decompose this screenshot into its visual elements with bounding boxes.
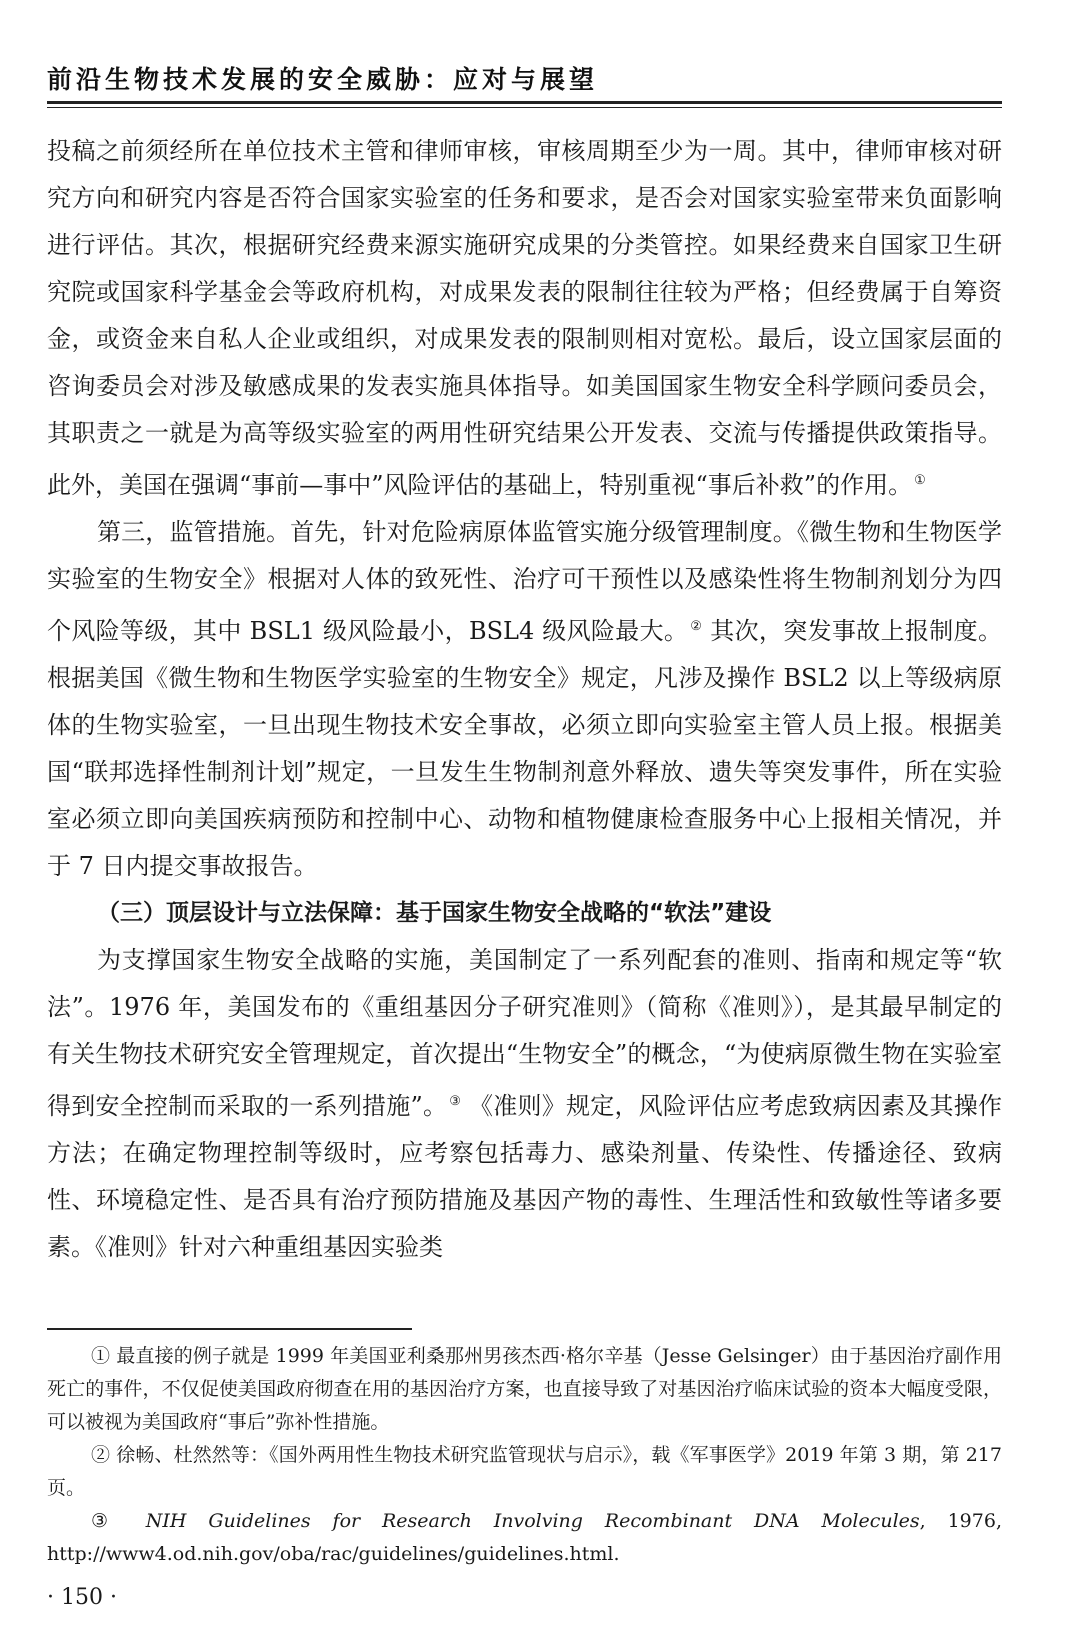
- header-rule-thin: [47, 107, 1002, 108]
- section-subheading: （三）顶层设计与立法保障：基于国家生物安全战略的“软法”建设: [97, 900, 772, 926]
- paragraph-1-text: 投稿之前须经所在单位技术主管和律师审核，审核周期至少为一周。其中，律师审核对研究方向和研究内容是否符合国家实验室的任务和要求，是否会对国家实验室带来负面影响进行评估。其次，根据研究经费来源实施研究成果的分类管控。如果经费来自国家卫生研究院或国家科学基金会等政府机构，对成果发表的限制往往较为严格；但经费属于自筹资金，或资金来自私人企业或组织，对成果发表的限制则相对宽松。最后，设立国家层面的咨询委员会对涉及敏感成果的发表实施具体指导。如美国国家生物安全科学顾问委员会，其职责之一就是为高等级实验室的两用性研究结果公开发表、交流与传播提供政策指导。此外，美国在强调“事前—事中”风险评估的基础上，特别重视“事后补救”的作用。: [47, 137, 1002, 499]
- paragraph-3-text-a: 为支撑国家生物安全战略的实施，美国制定了一系列配套的准则、指南和规定等“软法”。1976 年，美国发布的《重组基因分子研究准则》（简称《准则》），是其最早制定的有关生物技术研究安全管理规定，首次提出“生物安全”的概念，“为使病原微生物在实验室得到安全控制而采取的一系列措施”。: [47, 946, 1002, 1120]
- footnote-ref-1[interactable]: ①: [914, 473, 926, 488]
- running-header: 前沿生物技术发展的安全威胁：应对与展望: [47, 65, 599, 94]
- paragraph-3-text-b: 《准则》规定，风险评估应考虑致病因素及其操作方法；在确定物理控制等级时，应考察包括毒力、感染剂量、传染性、传播途径、致病性、环境稳定性、是否具有治疗预防措施及基因产物的毒性、生理活性和致敏性等诸多要素。《准则》针对六种重组基因实验类: [47, 1092, 1002, 1261]
- footnote-1: ① 最直接的例子就是 1999 年美国亚利桑那州男孩杰西·格尔辛基（Jesse Gelsinger）由于基因治疗副作用死亡的事件，不仅促使美国政府彻查在用的基因治疗方案，也直接导致了对基因治疗临床试验的资本大幅度受限，可以被视为美国政府“事后”弥补性措施。: [47, 1345, 1002, 1433]
- footnote-3-title: NIH Guidelines for Research Involving Recombinant DNA Molecules: [145, 1510, 920, 1532]
- footnote-rule: [47, 1328, 412, 1330]
- page-number: · 150 ·: [47, 1585, 117, 1610]
- paragraph-3: [47, 937, 1002, 1271]
- paragraph-1: [47, 128, 1002, 509]
- footnote-ref-3[interactable]: ③: [449, 1094, 462, 1109]
- header-rule-thick: [47, 101, 1002, 104]
- footnote-2: ② 徐畅、杜然然等：《国外两用性生物技术研究监管现状与启示》，载《军事医学》2019 年第 3 期，第 217 页。: [47, 1444, 1002, 1499]
- footnote-3: [47, 1505, 1002, 1571]
- footnotes: [47, 1340, 1002, 1571]
- footnote-3-number: ③: [91, 1510, 146, 1532]
- paragraph-2-text-b: 其次，突发事故上报制度。根据美国《微生物和生物医学实验室的生物安全》规定，凡涉及操作 BSL2 以上等级病原体的生物实验室，一旦出现生物技术安全事故，必须立即向实验室主管人员上报。根据美国“联邦选择性制剂计划”规定，一旦发生生物制剂意外释放、遗失等突发事件，所在实验室必须立即向美国疾病预防和控制中心、动物和植物健康检查服务中心上报相关情况，并于 7 日内提交事故报告。: [47, 617, 1002, 880]
- footnote-ref-2[interactable]: ②: [690, 619, 703, 634]
- paragraph-2: [47, 509, 1002, 890]
- footnote-3-source[interactable]: , 1976, http://www4.od.nih.gov/oba/rac/guidelines/guidelines.html.: [47, 1510, 1002, 1565]
- main-body: [47, 128, 1002, 1271]
- paragraph-2-text-a: 第三，监管措施。首先，针对危险病原体监管实施分级管理制度。《微生物和生物医学实验室的生物安全》根据对人体的致死性、治疗可干预性以及感染性将生物制剂划分为四个风险等级，其中 BSL1 级风险最小，BSL4 级风险最大。: [47, 518, 1002, 645]
